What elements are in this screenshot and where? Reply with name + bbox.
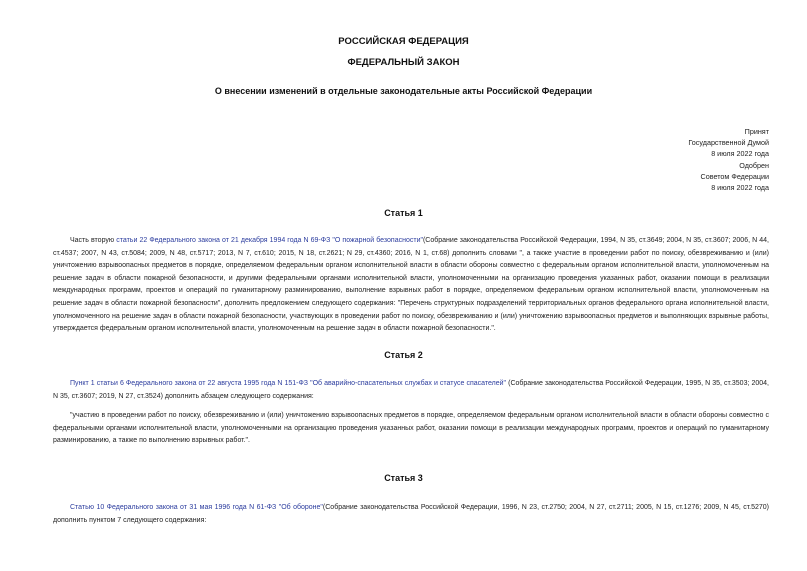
article-1-lead: Часть вторую <box>70 237 117 244</box>
article-3-law-link[interactable]: Статью 10 Федерального закона от 31 мая 1996 года N 61-ФЗ "Об обороне" <box>70 504 323 511</box>
article-3-text <box>53 502 769 527</box>
adoption-accepted: Принят <box>744 127 769 136</box>
article-2-text <box>53 378 769 403</box>
article-1-text <box>53 235 769 336</box>
document-title: О внесении изменений в отдельные законодательные акты Российской Федерации <box>214 86 593 96</box>
article-2-body: (Собрание законодательства Российской Федерации, 1995, N 35, ст.3503; 2004, N 35, ст.3607; 2019, N 27, ст.3524) дополнить абзацем следующего содержания: <box>53 380 769 400</box>
article-1-title: Статья 1 <box>384 208 423 218</box>
adoption-council-date: 8 июля 2022 года <box>711 183 769 193</box>
adoption-block <box>688 126 769 193</box>
adoption-duma: Государственной Думой <box>688 138 769 148</box>
article-2-law-link[interactable]: Пункт 1 статьи 6 Федерального закона от 22 августа 1995 года N 151-ФЗ "Об аварийно-спасательных службах и статусе спасателей" <box>70 380 507 387</box>
article-3-body: (Собрание законодательства Российской Федерации, 1996, N 23, ст.2750; 2004, N 27, ст.2711; 2005, N 15, ст.1276; 2009, N 45, ст.5270) дополнить пунктом 7 следующего содержания: <box>53 504 769 524</box>
adoption-approved: Одобрен <box>739 160 769 170</box>
document-type-heading: ФЕДЕРАЛЬНЫЙ ЗАКОН <box>347 57 460 68</box>
adoption-duma-date: 8 июля 2022 года <box>711 149 769 159</box>
article-2-quote: "участию в проведении работ по поиску, обезвреживанию и (или) уничтожению взрывоопасных предметов в порядке, определяемом федеральным органом исполнительной власти в области обороны совместно с федеральными органами исполнительной власти, уполномоченными на организацию проведения указанных работ, оказании помощи в реализации международных программ, проектов и операций по гуманитарному разминированию, а также по выполнению взрывных работ.". <box>53 412 769 445</box>
adoption-council: Советом Федерации <box>700 171 769 181</box>
article-3-title: Статья 3 <box>384 473 423 483</box>
country-heading: РОССИЙСКАЯ ФЕДЕРАЦИЯ <box>338 36 469 47</box>
article-1-law-link[interactable]: статьи 22 Федерального закона от 21 декабря 1994 года N 69-ФЗ "О пожарной безопасности" <box>116 237 423 244</box>
article-2-title: Статья 2 <box>384 350 423 360</box>
article-1-body: (Собрание законодательства Российской Федерации, 1994, N 35, ст.3649; 2004, N 35, ст.3607; 2006, N 44, ст.4537; 2007, N 43, ст.5084; 2009, N 48, ст.5717; 2013, N 7, ст.610; 2015, N 18, ст.2621; N 29, ст.4360; 2016, N 1, ст.68) дополнить словами ", а также участие в проведении работ по поиску, обезвреживанию и (или) уничтожению взрывоопасных предметов в порядке, определяемом федеральным органом исполнительной власти в области обороны совместно с федеральным органом исполнительной власти, уполномоченным на решение задач в области пожарной безопасности, и другими федеральными органами исполнительной власти, уполномоченными на организацию проведения указанных работ, оказании помощи в реализации международных программ, проектов и операций по гуманитарному разминированию, выполнение взрывных работ в порядке, определяемом федеральным органом исполнительной власти, уполномоченным на решение задач в области пожарной безопасности", дополнить предложением следующего содержания: "Перечень структурных подразделений территориальных органов федерального органа исполнительной власти, уполномоченного на решение задач в области пожарной безопасности, участвующих в проведении работ по поиску, обезвреживанию и (или) уничтожению взрывоопасных предметов и выполняющих взрывные работы, утверждается федеральным органом исполнительной власти, уполномоченным на решение задач в области пожарной безопасности.". <box>53 237 769 333</box>
